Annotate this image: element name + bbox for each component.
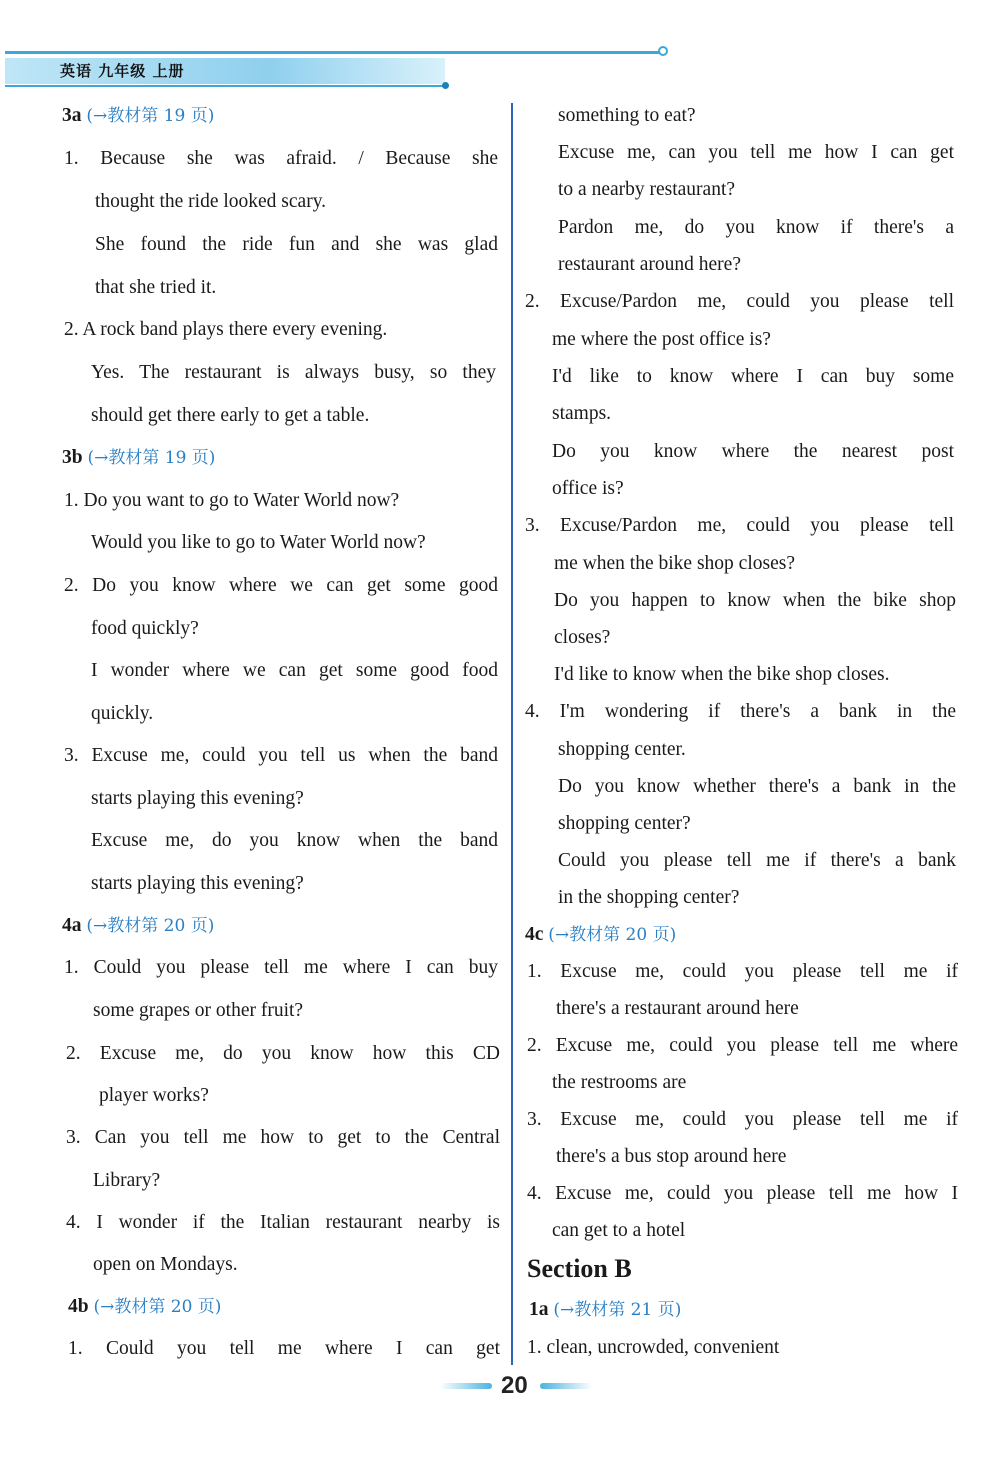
answer-line: Could you please tell me if there's a bank (558, 850, 956, 871)
answer-line: food quickly? (91, 618, 199, 639)
answer-line: 3. Excuse me, could you tell us when the band (64, 745, 498, 766)
answer-line: 2. Excuse me, do you know how this CD (66, 1043, 500, 1064)
answer-line: some grapes or other fruit? (93, 1000, 304, 1021)
answer-line: 1. Excuse me, could you please tell me if (527, 961, 958, 982)
answer-line: 1. Do you want to go to Water World now? (64, 490, 400, 511)
section-label: 4b (68, 1296, 89, 1317)
section-label: 3a (62, 105, 82, 126)
textbook-page-ref: (→教材第 19 页) (87, 448, 216, 468)
textbook-page-ref: (→教材第 21 页) (553, 1300, 682, 1320)
answer-line: 2. A rock band plays there every evening. (64, 319, 388, 340)
answer-line: quickly. (91, 703, 154, 724)
answer-line: 1. Because she was afraid. / Because she (64, 148, 498, 169)
section-heading-4c (525, 921, 676, 949)
section-label: 4c (525, 924, 544, 945)
section-label: 4a (62, 915, 82, 936)
answer-line: starts playing this evening? (91, 788, 304, 809)
answer-line: to a nearby restaurant? (558, 179, 736, 200)
section-label: 3b (62, 447, 83, 468)
answer-line: starts playing this evening? (91, 873, 304, 894)
answer-line: Do you know whether there's a bank in the (558, 776, 956, 797)
page-footer (440, 1372, 600, 1402)
answer-line: can get to a hotel (552, 1220, 686, 1241)
page-number: 20 (501, 1372, 528, 1399)
answer-line: Do you know where the nearest post (552, 441, 954, 462)
answer-line: the restrooms are (552, 1072, 687, 1093)
section-heading-4b (68, 1293, 221, 1321)
answer-line: open on Mondays. (93, 1254, 238, 1275)
section-heading-1a (529, 1296, 681, 1324)
book-title: 英语 九年级 上册 (60, 62, 185, 80)
column-divider (511, 103, 513, 1365)
section-heading-3a (62, 102, 214, 130)
answer-line: me where the post office is? (552, 329, 771, 350)
answer-line: 1. Could you please tell me where I can buy (64, 957, 498, 978)
answer-line: that she tried it. (95, 277, 217, 298)
footer-ornament-left (440, 1383, 492, 1389)
answer-line: restaurant around here? (558, 254, 741, 275)
textbook-page-ref: (→教材第 20 页) (548, 925, 677, 945)
answer-line: there's a bus stop around here (556, 1146, 787, 1167)
answer-line: shopping center? (558, 813, 691, 834)
answer-line: Excuse me, do you know when the band (91, 830, 498, 851)
answer-line: something to eat? (558, 105, 696, 126)
answer-line: 2. Do you know where we can get some good (64, 575, 498, 596)
textbook-page-ref: (→教材第 20 页) (93, 1297, 222, 1317)
answer-line: 3. Excuse me, could you please tell me if (527, 1109, 958, 1130)
answer-line: shopping center. (558, 739, 686, 760)
answer-line: Pardon me, do you know if there's a (558, 217, 954, 238)
answer-line: me when the bike shop closes? (554, 553, 795, 574)
answer-line: 1. Could you tell me where I can get (68, 1338, 500, 1359)
answer-line: She found the ride fun and she was glad (95, 234, 498, 255)
answer-line: I wonder where we can get some good food (91, 660, 498, 681)
answer-line: there's a restaurant around here (556, 998, 799, 1019)
answer-line: Do you happen to know when the bike shop (554, 590, 956, 611)
section-heading-3b (62, 444, 215, 472)
header-rule-bottom (5, 85, 445, 87)
section-heading-4a (62, 912, 214, 940)
answer-line: 2. Excuse/Pardon me, could you please tell (525, 291, 954, 312)
answer-line: player works? (99, 1085, 209, 1106)
answer-line: I'd like to know when the bike shop closes. (554, 664, 890, 685)
answer-line: 4. Excuse me, could you please tell me how I (527, 1183, 958, 1204)
footer-ornament-right (540, 1383, 592, 1389)
answer-line: Yes. The restaurant is always busy, so they (91, 362, 496, 383)
answer-line: I'd like to know where I can buy some (552, 366, 954, 387)
page-header (0, 40, 680, 100)
answer-line: in the shopping center? (558, 887, 740, 908)
header-dot-ornament (442, 82, 449, 89)
answer-line: 2. Excuse me, could you please tell me where (527, 1035, 958, 1056)
answer-line: 4. I wonder if the Italian restaurant nearby is (66, 1212, 500, 1233)
header-ring-ornament (658, 46, 668, 56)
answer-line: should get there early to get a table. (91, 405, 370, 426)
answer-line: 1. clean, uncrowded, convenient (527, 1337, 780, 1358)
answer-line: 3. Can you tell me how to get to the Central (66, 1127, 500, 1148)
answer-line: stamps. (552, 403, 612, 424)
section-title: Section B (527, 1254, 632, 1283)
answer-line: thought the ride looked scary. (95, 191, 327, 212)
header-rule-top (5, 51, 660, 54)
answer-line: Library? (93, 1170, 161, 1191)
answer-line: Would you like to go to Water World now? (91, 532, 426, 553)
section-label: 1a (529, 1299, 549, 1320)
answer-line: Excuse me, can you tell me how I can get (558, 142, 954, 163)
textbook-page-ref: (→教材第 19 页) (86, 106, 215, 126)
answer-line: closes? (554, 627, 611, 648)
answer-line: office is? (552, 478, 624, 499)
answer-line: 4. I'm wondering if there's a bank in the (525, 701, 956, 722)
textbook-page-ref: (→教材第 20 页) (86, 916, 215, 936)
answer-line: 3. Excuse/Pardon me, could you please tell (525, 515, 954, 536)
